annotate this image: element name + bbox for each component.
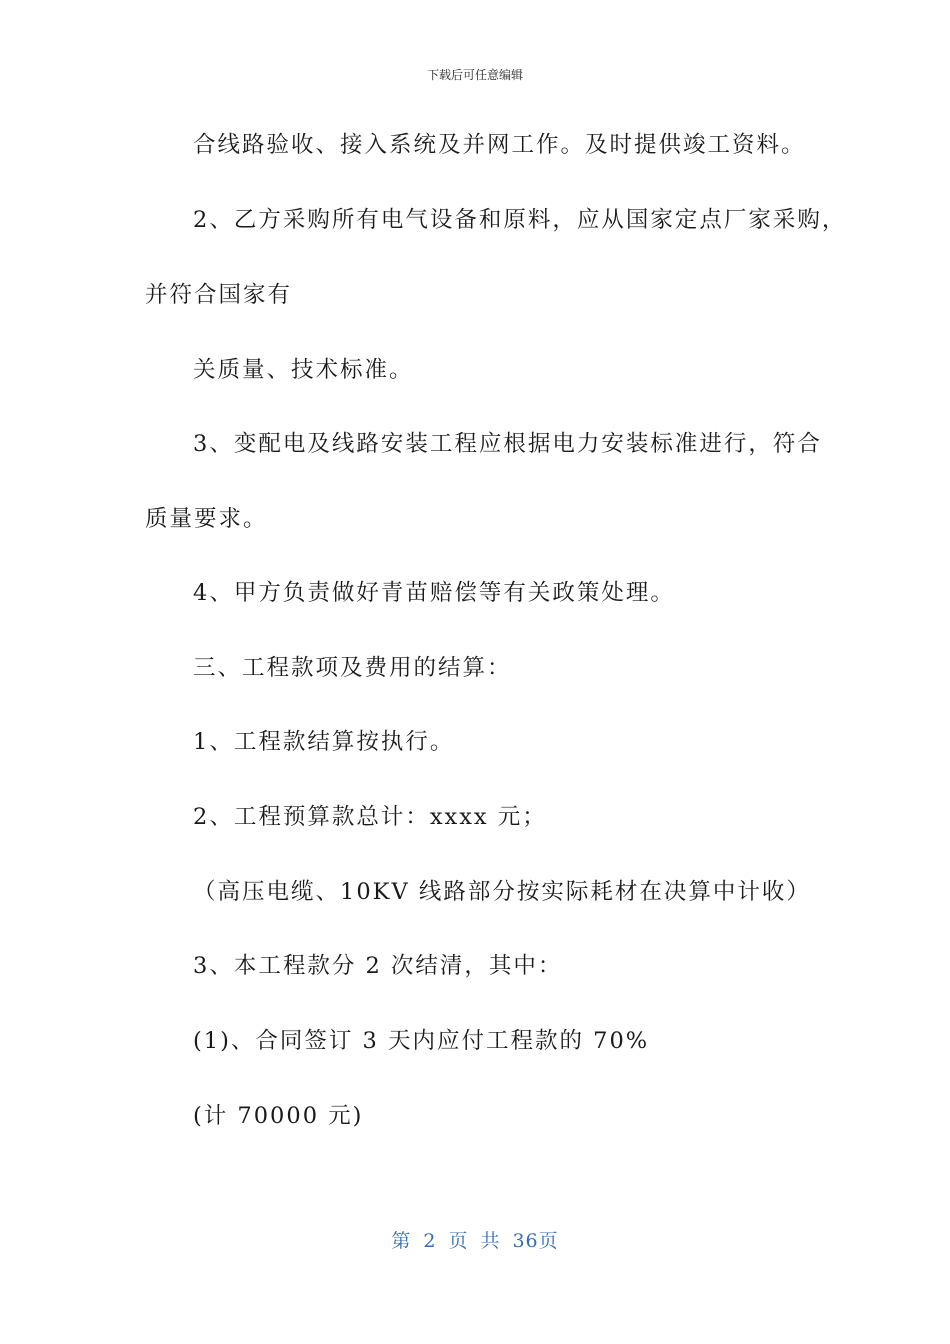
body-line-8: 三、工程款项及费用的结算： xyxy=(193,655,512,681)
footer-di: 第 xyxy=(391,1230,412,1252)
footer-gong: 共 xyxy=(480,1230,501,1252)
header-note: 下载后可任意编辑 xyxy=(426,68,523,82)
body-line-4: 关质量、技术标准。 xyxy=(193,357,414,383)
body-line-6: 质量要求。 xyxy=(145,506,268,532)
body-line-13: (1)、合同签订 3 天内应付工程款的 70% xyxy=(193,1028,650,1054)
body-line-7: 4、甲方负责做好青苗赔偿等有关政策处理。 xyxy=(193,580,675,606)
body-line-9: 1、工程款结算按执行。 xyxy=(193,729,455,755)
page-footer xyxy=(0,1226,950,1253)
body-line-1: 合线路验收、接入系统及并网工作。及时提供竣工资料。 xyxy=(193,132,806,158)
body-line-11: （高压电缆、10KV 线路部分按实际耗材在决算中计收） xyxy=(193,879,811,905)
body-line-10: 2、工程预算款总计：xxxx 元； xyxy=(193,804,547,830)
footer-ye: 页 xyxy=(448,1230,469,1252)
body-line-2: 2、乙方采购所有电气设备和原料，应从国家定点厂家采购， xyxy=(193,207,847,233)
footer-ye-total: 页 xyxy=(538,1230,559,1252)
footer-total-pages: 36 xyxy=(512,1230,539,1252)
body-line-3: 并符合国家有 xyxy=(145,282,293,308)
body-line-5: 3、变配电及线路安装工程应根据电力安装标准进行，符合 xyxy=(193,431,822,457)
body-line-12: 3、本工程款分 2 次结清，其中： xyxy=(193,953,563,979)
body-line-14: (计 70000 元) xyxy=(193,1103,364,1129)
footer-page-number: 2 xyxy=(423,1230,437,1252)
